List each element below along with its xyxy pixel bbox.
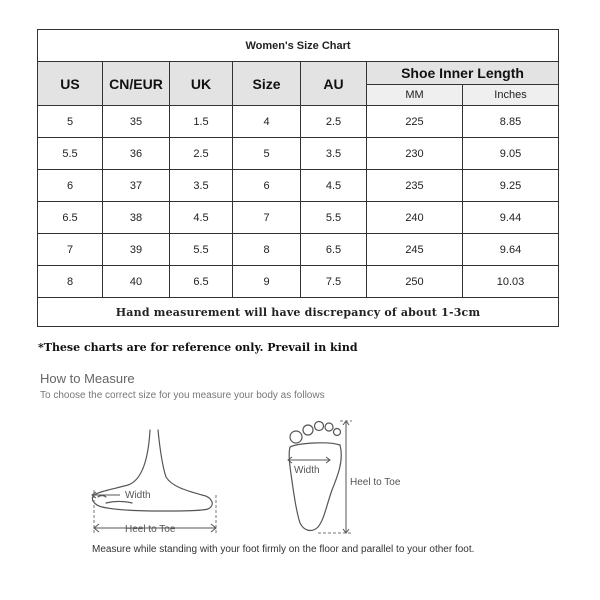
side-foot-outline-icon [92, 430, 212, 511]
cell-au: 7.5 [301, 266, 367, 298]
measure-caption: Measure while standing with your foot firmly on the floor and parallel to your other foot. [92, 544, 475, 555]
cell-uk: 6.5 [170, 266, 233, 298]
sole-outline-icon [289, 443, 341, 531]
cell-mm: 235 [367, 170, 463, 202]
cell-size: 6 [233, 170, 301, 202]
cell-size: 7 [233, 202, 301, 234]
header-au: AU [301, 62, 367, 106]
cell-inches: 9.25 [463, 170, 559, 202]
header-mm: MM [367, 85, 463, 106]
header-inner-length: Shoe Inner Length [367, 62, 559, 85]
cell-us: 5 [38, 106, 103, 138]
cell-size: 4 [233, 106, 301, 138]
cell-mm: 225 [367, 106, 463, 138]
size-chart-table [37, 29, 559, 327]
how-to-measure-subtitle: To choose the correct size for you measure your body as follows [40, 390, 325, 401]
cell-us: 5.5 [38, 138, 103, 170]
cell-us: 6 [38, 170, 103, 202]
cell-inches: 9.64 [463, 234, 559, 266]
cell-uk: 1.5 [170, 106, 233, 138]
cell-cn-eur: 40 [103, 266, 170, 298]
cell-size: 5 [233, 138, 301, 170]
cell-size: 9 [233, 266, 301, 298]
cell-au: 5.5 [301, 202, 367, 234]
how-to-measure-title: How to Measure [40, 371, 135, 386]
cell-mm: 250 [367, 266, 463, 298]
cell-mm: 230 [367, 138, 463, 170]
measurement-note: Hand measurement will have discrepancy of about 1-3cm [38, 298, 559, 327]
reference-footnote: *These charts are for reference only. Prevail in kind [38, 341, 358, 354]
cell-inches: 9.05 [463, 138, 559, 170]
cell-au: 3.5 [301, 138, 367, 170]
side-foot-diagram [80, 425, 230, 540]
sole-foot-diagram [278, 415, 418, 540]
table-row [38, 234, 559, 266]
cell-au: 2.5 [301, 106, 367, 138]
cell-inches: 10.03 [463, 266, 559, 298]
cell-uk: 4.5 [170, 202, 233, 234]
header-uk: UK [170, 62, 233, 106]
side-length-label: Heel to Toe [125, 524, 176, 535]
table-row [38, 202, 559, 234]
header-us: US [38, 62, 103, 106]
cell-cn-eur: 37 [103, 170, 170, 202]
cell-cn-eur: 36 [103, 138, 170, 170]
cell-us: 6.5 [38, 202, 103, 234]
cell-cn-eur: 39 [103, 234, 170, 266]
sole-length-label: Heel to Toe [350, 477, 401, 488]
header-size: Size [233, 62, 301, 106]
cell-au: 4.5 [301, 170, 367, 202]
table-row [38, 266, 559, 298]
cell-mm: 240 [367, 202, 463, 234]
chart-title: Women's Size Chart [38, 30, 559, 62]
table-row [38, 170, 559, 202]
cell-cn-eur: 35 [103, 106, 170, 138]
sole-width-label: Width [294, 465, 320, 476]
cell-inches: 9.44 [463, 202, 559, 234]
cell-us: 7 [38, 234, 103, 266]
cell-inches: 8.85 [463, 106, 559, 138]
table-row [38, 138, 559, 170]
cell-uk: 2.5 [170, 138, 233, 170]
cell-au: 6.5 [301, 234, 367, 266]
header-inches: Inches [463, 85, 559, 106]
cell-uk: 5.5 [170, 234, 233, 266]
cell-uk: 3.5 [170, 170, 233, 202]
table-row [38, 106, 559, 138]
cell-cn-eur: 38 [103, 202, 170, 234]
side-width-label: Width [125, 490, 151, 501]
header-cn-eur: CN/EUR [103, 62, 170, 106]
cell-mm: 245 [367, 234, 463, 266]
cell-size: 8 [233, 234, 301, 266]
cell-us: 8 [38, 266, 103, 298]
